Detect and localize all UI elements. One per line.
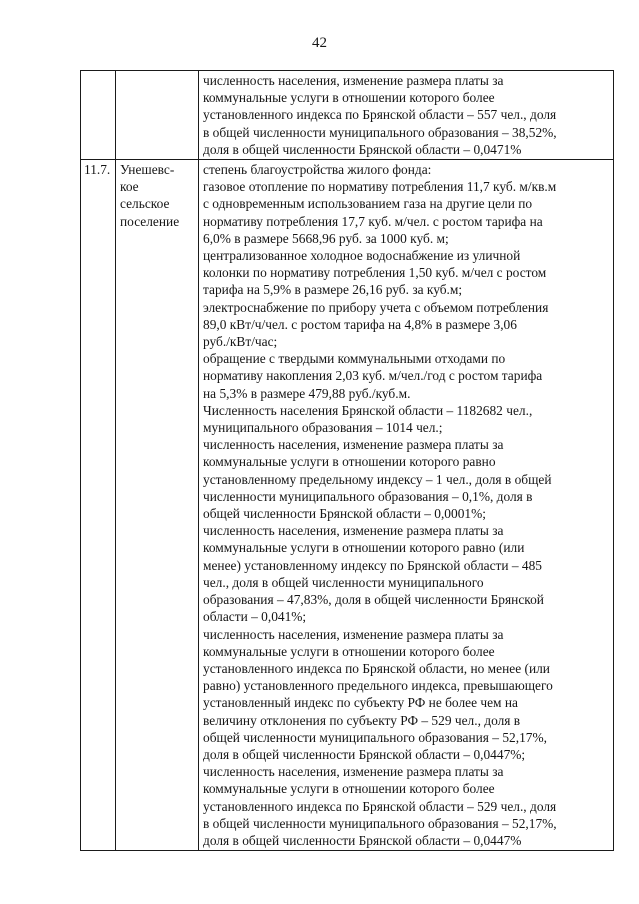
text-line: коммунальные услуги в отношении которого равно (203, 454, 496, 470)
text-line: доля в общей численности Брянской области – 0,0471% (203, 141, 522, 157)
document-table-body (81, 71, 614, 851)
page-number: 42 (312, 35, 327, 51)
text-line: колонки по нормативу потребления 1,50 куб. м/чел с ростом (203, 265, 547, 281)
text-line: доля в общей численности Брянской области – 0,0447% (203, 832, 522, 848)
text-line: степень благоустройства жилого фонда: (203, 162, 432, 178)
text-line: численность населения, изменение размера платы за (203, 73, 504, 88)
text-line: численность населения, изменение размера платы за (203, 764, 504, 780)
text-line: централизованное холодное водоснабжение из уличной (203, 248, 521, 264)
text-line: руб./кВт/час; (203, 334, 278, 350)
text-line: на 5,3% в размере 479,88 руб./куб.м. (203, 385, 411, 401)
document-table (80, 70, 614, 851)
text-line: установленного индекса по Брянской области, но менее (или (203, 660, 550, 676)
text-line: коммунальные услуги в отношении которого более (203, 781, 495, 797)
text-line: тарифа на 5,9% в размере 26,16 руб. за куб.м; (203, 282, 463, 298)
table-row (81, 71, 614, 160)
text-line: численность населения, изменение размера платы за (203, 523, 504, 539)
text-line: общей численности муниципального образования – 52,17%, (203, 729, 547, 745)
text-line: в общей численности муниципального образования – 38,52%, (203, 124, 557, 140)
municipality-name-cell (116, 71, 199, 160)
text-line: газовое отопление по нормативу потребления 11,7 куб. м/кв.м (203, 179, 557, 195)
text-line: общей численности Брянской области – 0,0001%; (203, 506, 486, 522)
text-line: 6,0% в размере 5668,96 руб. за 1000 куб. м; (203, 230, 449, 246)
municipality-name-line: поселение (120, 213, 180, 229)
text-line: образования – 47,83%, доля в общей численности Брянской (203, 592, 544, 608)
municipality-name-line: кое (120, 179, 139, 195)
text-line: области – 0,041%; (203, 609, 307, 625)
municipality-name-line: Унешевс- (120, 162, 175, 178)
text-line: с одновременным использованием газа на другие цели по (203, 196, 533, 212)
text-line: коммунальные услуги в отношении которого равно (или (203, 540, 525, 556)
text-line: менее) установленному индексу по Брянской области – 485 (203, 557, 543, 573)
row-number-cell (81, 71, 116, 160)
text-line: величину отклонения по субъекту РФ – 529 чел., доля в (203, 712, 521, 728)
row-number-cell: 11.7. (81, 160, 116, 851)
municipality-name-cell (116, 160, 199, 851)
text-line: коммунальные услуги в отношении которого более (203, 90, 495, 106)
text-line: нормативу накопления 2,03 куб. м/чел./год с ростом тарифа (203, 368, 543, 384)
description-cell (199, 160, 614, 851)
text-line: муниципального образования – 1014 чел.; (203, 420, 443, 436)
text-line: установленного индекса по Брянской области – 557 чел., доля (203, 107, 557, 123)
text-line: в общей численности муниципального образования – 52,17%, (203, 815, 557, 831)
text-line: равно) установленного предельного индекса, превышающего (203, 678, 553, 694)
description-cell (199, 71, 614, 160)
text-line: установленного индекса по Брянской области – 529 чел., доля (203, 798, 557, 814)
municipality-name-line: сельское (120, 196, 170, 212)
text-line: обращение с твердыми коммунальными отходами по (203, 351, 506, 367)
text-line: 89,0 кВт/ч/чел. с ростом тарифа на 4,8% в размере 3,06 (203, 316, 517, 332)
text-line: численности муниципального образования – 0,1%, доля в (203, 488, 533, 504)
text-line: электроснабжение по прибору учета с объемом потребления (203, 299, 549, 315)
table-row (81, 160, 614, 851)
text-line: доля в общей численности Брянской области – 0,0447%; (203, 746, 526, 762)
text-line: численность населения, изменение размера платы за (203, 626, 504, 642)
text-line: коммунальные услуги в отношении которого более (203, 643, 495, 659)
text-line: Численность населения Брянской области – 1182682 чел., (203, 402, 533, 418)
text-line: установленный индекс по субъекту РФ не более чем на (203, 695, 518, 711)
text-line: чел., доля в общей численности муниципального (203, 574, 484, 590)
text-line: численность населения, изменение размера платы за (203, 437, 504, 453)
text-line: установленному предельному индексу – 1 чел., доля в общей (203, 471, 552, 487)
text-line: нормативу потребления 17,7 куб. м/чел. с ростом тарифа на (203, 213, 543, 229)
